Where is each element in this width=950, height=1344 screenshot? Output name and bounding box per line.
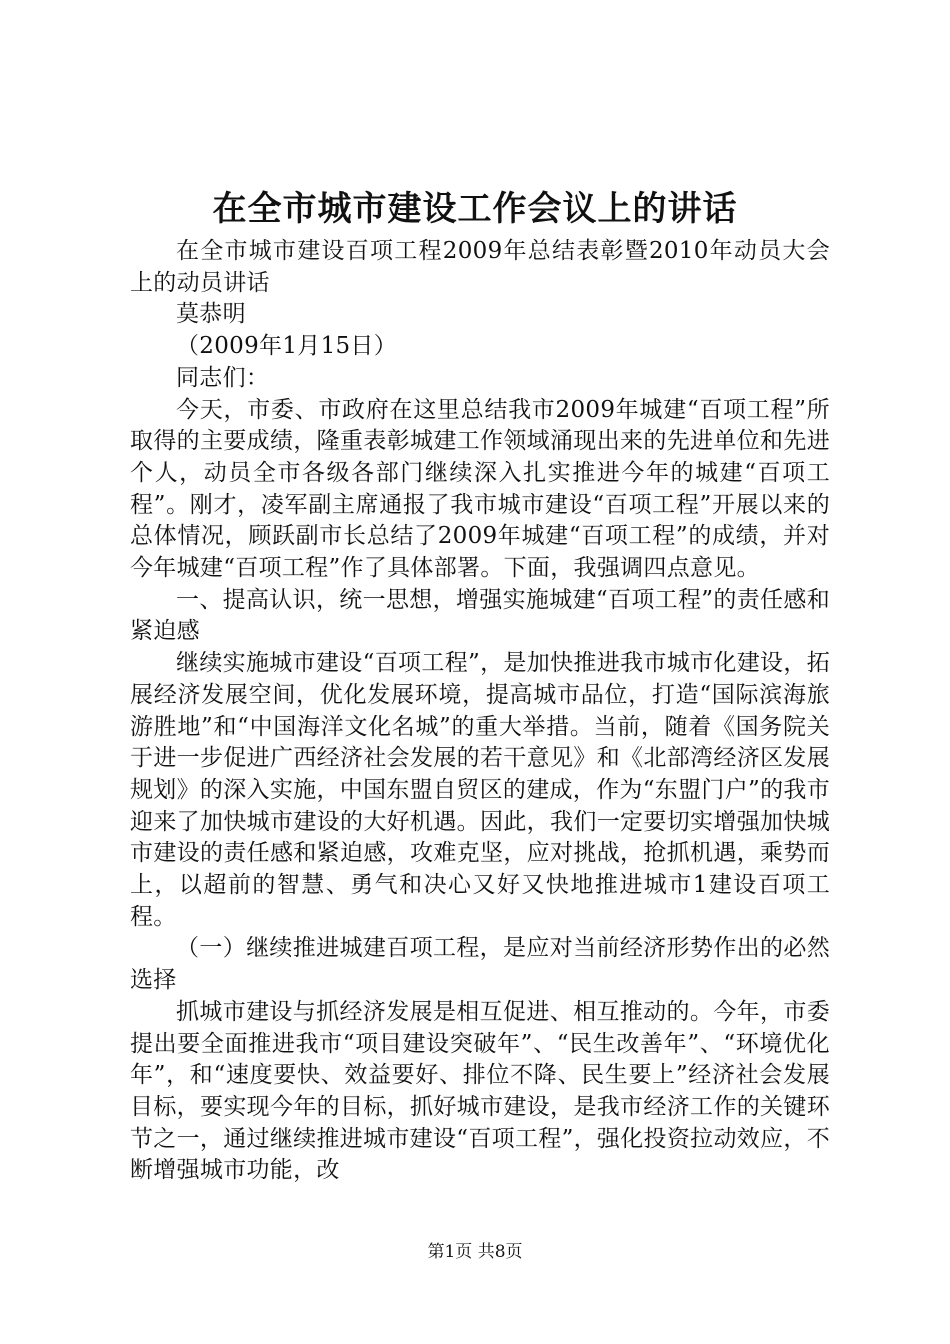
page-number-footer: 第1页 共8页 xyxy=(427,1242,523,1262)
document-title: 在全市城市建设工作会议上的讲话 xyxy=(212,189,738,229)
section-heading: 一、提高认识，统一思想，增强实施城建“百项工程”的责任感和紧迫感 xyxy=(130,586,830,645)
subtitle-paragraph: 在全市城市建设百项工程2009年总结表彰暨2010年动员大会上的动员讲话 xyxy=(130,238,830,296)
body-paragraph: 抓城市建设与抓经济发展是相互促进、相互推动的。今年，市委提出要全面推进我市“项目建设突破年”、“民生改善年”、“环境优化年”，和“速度要快、效益要好、排位不降、民生要上”经济社会发展目标，要实现今年的目标，抓好城市建设，是我市经济工作的关键环节之一，通过继续推进城市建设“百项工程”，强化投资拉动效应，不断增强城市功能，改 xyxy=(130,998,830,1184)
salutation-line: 同志们： xyxy=(176,364,270,391)
author-line: 莫恭明 xyxy=(176,301,246,328)
document-body xyxy=(130,236,830,1187)
date-line: （2009年1月15日） xyxy=(176,333,398,360)
body-paragraph: 今天，市委、市政府在这里总结我市2009年城建“百项工程”所取得的主要成绩，隆重表彰城建工作领域涌现出来的先进单位和先进个人，动员全市各级各部门继续深入扎实推进今年的城建“百项工程”。刚才，凌军副主席通报了我市城市建设“百项工程”开展以来的总体情况，顾跃副市长总结了2009年城建“百项工程”的成绩，并对今年城建“百项工程”作了具体部署。下面，我强调四点意见。 xyxy=(130,396,830,582)
body-paragraph: 继续实施城市建设“百项工程”，是加快推进我市城市化建设，拓展经济发展空间，优化发展环境，提高城市品位，打造“国际滨海旅游胜地”和“中国海洋文化名城”的重大举措。当前，随着《国务院关于进一步促进广西经济社会发展的若干意见》和《北部湾经济区发展规划》的深入实施，中国东盟自贸区的建成，作为“东盟门户”的我市迎来了加快城市建设的大好机遇。因此，我们一定要切实增强加快城市建设的责任感和紧迫感，攻难克坚，应对挑战，抢抓机遇，乘势而上，以超前的智慧、勇气和决心又好又快地推进城市1建设百项工程。 xyxy=(130,650,830,930)
subsection-heading: （一）继续推进城建百项工程，是应对当前经济形势作出的必然选择 xyxy=(130,935,830,994)
